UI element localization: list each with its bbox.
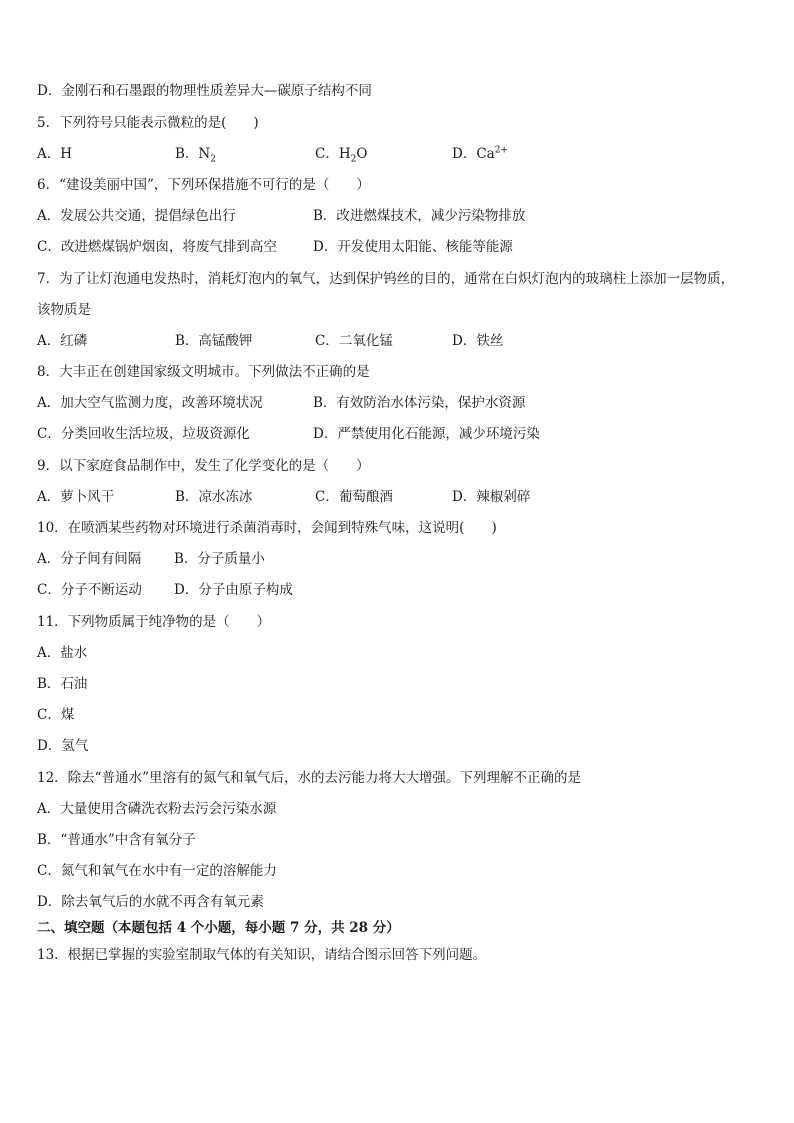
q7-option-c: C．二氧化锰: [315, 333, 393, 349]
q9-stem: 9．以下家庭食品制作中，发生了化学变化的是（ ）: [37, 458, 370, 474]
q11-option-b: B．石油: [37, 676, 88, 692]
q13-stem: 13．根据已掌握的实验室制取气体的有关知识，请结合图示回答下列问题。: [37, 947, 487, 963]
q12-option-d: D．除去氧气后的水就不再含有氧元素: [37, 894, 264, 910]
q5-option-c: C．$H_2O$: [315, 146, 368, 165]
q9-option-d: D．辣椒剁碎: [452, 489, 531, 505]
q7-option-d: D．铁丝: [452, 333, 504, 349]
q11-option-a: A．盐水: [37, 645, 88, 661]
q5-stem: 5．下列符号只能表示微粒的是( ): [37, 115, 259, 131]
q7-option-a: A．红磷: [37, 333, 88, 349]
q6-option-b: B．改进燃煤技术，减少污染物排放: [313, 208, 526, 224]
q5-option-a: A．H: [37, 146, 73, 162]
q9-option-a: A．萝卜风干: [37, 489, 115, 505]
q6-option-a: A．发展公共交通，提倡绿色出行: [37, 208, 236, 224]
q10-option-a: A．分子间有间隔: [37, 551, 142, 567]
q12-option-a: A．大量使用含磷洗衣粉去污会污染水源: [37, 801, 277, 817]
q7-stem-line1: 7．为了让灯泡通电发热时，消耗灯泡内的氧气，达到保护钨丝的目的，通常在白炽灯泡内的玻璃柱上添加一层物质，: [37, 271, 735, 287]
q11-stem: 11．下列物质属于纯净物的是（ ）: [37, 614, 271, 630]
q5-option-d: D．$Ca^{2+}$: [452, 145, 508, 162]
q8-option-d: D．严禁使用化石能源，减少环境污染: [313, 426, 540, 442]
q9-option-b: B．凉水冻冰: [175, 489, 253, 505]
q6-option-c: C．改进燃煤锅炉烟囱，将废气排到高空: [37, 239, 277, 255]
q9-option-c: C．葡萄酿酒: [315, 489, 393, 505]
q12-option-b: B．“普通水”中含有氧分子: [37, 832, 196, 848]
q4-option-d: D．金刚石和石墨跟的物理性质差异大—碳原子结构不同: [37, 83, 372, 99]
q10-option-d: D．分子由原子构成: [174, 582, 293, 598]
q12-stem: 12．除去“普通水”里溶有的氮气和氧气后，水的去污能力将大大增强。下列理解不正确的是: [37, 770, 581, 786]
q12-option-c: C．氮气和氧气在水中有一定的溶解能力: [37, 863, 277, 879]
q8-option-a: A．加大空气监测力度，改善环境状况: [37, 395, 263, 411]
q6-stem: 6．“建设美丽中国”，下列环保措施不可行的是（ ）: [37, 177, 370, 193]
q7-stem-line2: 该物质是: [37, 302, 91, 318]
q11-option-d: D．氢气: [37, 738, 89, 754]
q11-option-c: C．煤: [37, 707, 75, 723]
q10-option-b: B．分子质量小: [174, 551, 265, 567]
q8-stem: 8．大丰正在创建国家级文明城市。下列做法不正确的是: [37, 364, 370, 380]
q8-option-b: B．有效防治水体污染，保护水资源: [313, 395, 526, 411]
q8-option-c: C．分类回收生活垃圾，垃圾资源化: [37, 426, 250, 442]
q5-option-b: B．$N_2$: [175, 146, 216, 165]
q6-option-d: D．开发使用太阳能、核能等能源: [313, 239, 513, 255]
q10-option-c: C．分子不断运动: [37, 582, 142, 598]
q7-option-b: B．高锰酸钾: [175, 333, 253, 349]
q10-stem: 10．在喷洒某些药物对环境进行杀菌消毒时，会闻到特殊气味，这说明( ): [37, 520, 497, 536]
section-heading-fill-in: 二、填空题（本题包括 4 个小题，每小题 7 分，共 28 分）: [37, 920, 400, 936]
